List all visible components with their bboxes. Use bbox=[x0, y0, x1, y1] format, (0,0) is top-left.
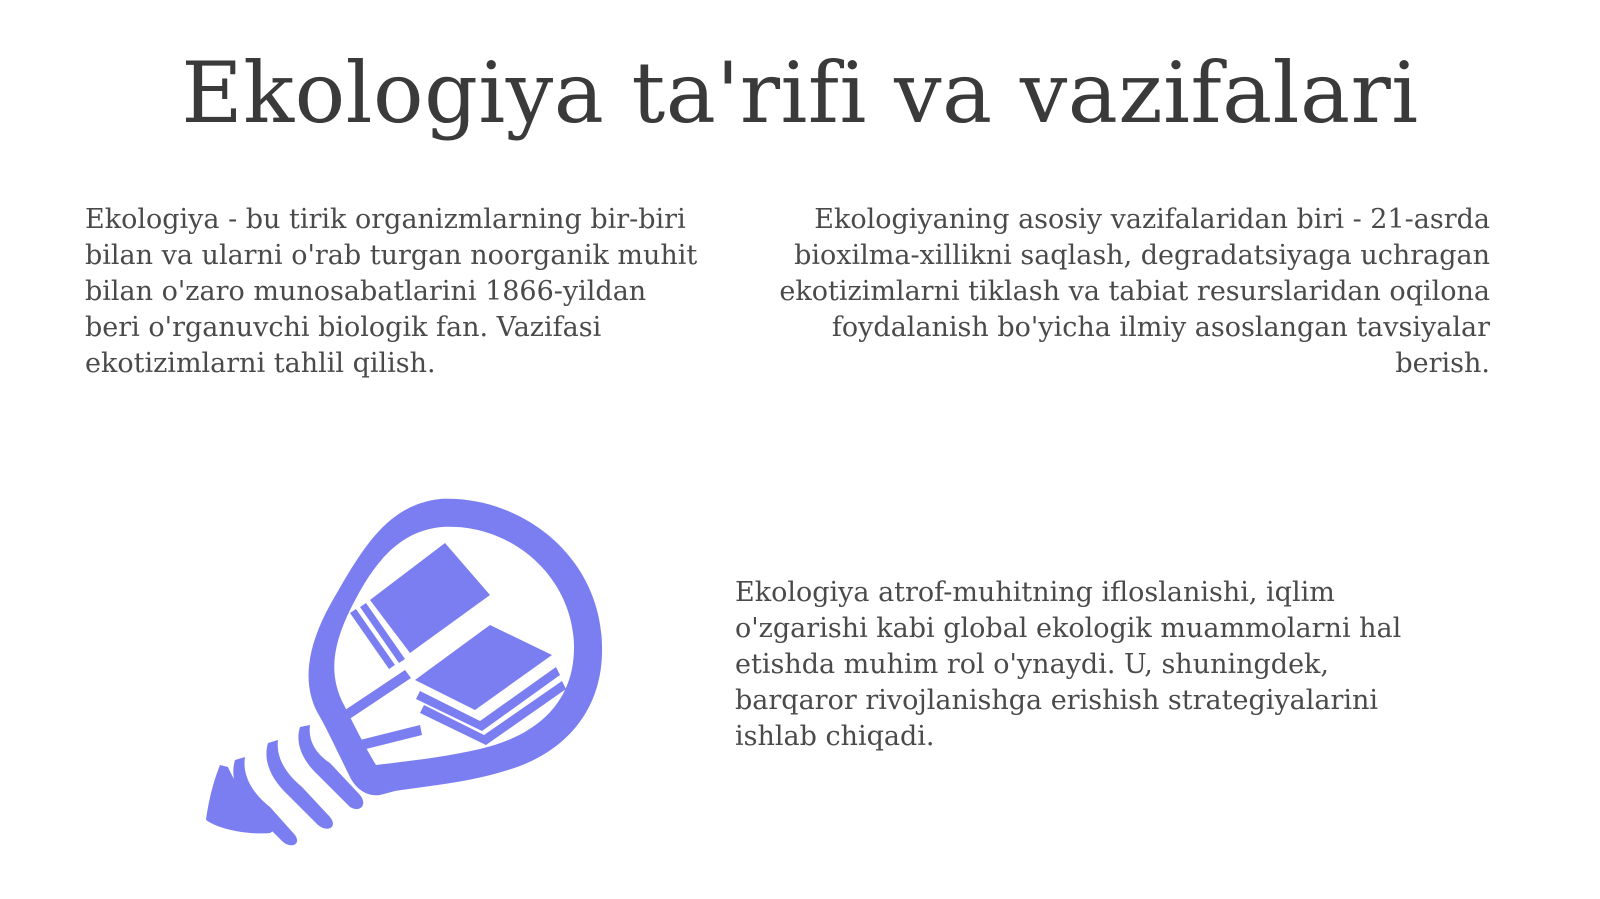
slide-title: Ekologiya ta'rifi va vazifalari bbox=[181, 44, 1419, 142]
definition-paragraph: Ekologiya - bu tirik organizmlarning bir-biri bilan va ularni o'rab turgan noorganik muhit bilan o'zaro munosabatlarini 1866-yildan beri o'rganuvchi biologik fan. Vazifasi ekotizimlarni tahlil qilish. bbox=[85, 204, 698, 379]
tasks-paragraph: Ekologiyaning asosiy vazifalaridan biri - 21-asrda bioxilma-xillikni saqlash, degradatsiyaga uchragan ekotizimlarni tiklash va tabiat resurslaridan oqilona foydalanish bo'yicha ilmiy asoslangan tavsiyalar berish. bbox=[779, 204, 1490, 379]
global-role-paragraph: Ekologiya atrof-muhitning ifloslanishi, iqlim o'zgarishi kabi global ekologik muammolarni hal etishda muhim rol o'ynaydi. U, shuningdek, barqaror rivojlanishga erishish strategiyalarini ishlab chiqadi. bbox=[735, 577, 1402, 752]
lightbulb-book-icon bbox=[190, 495, 630, 855]
